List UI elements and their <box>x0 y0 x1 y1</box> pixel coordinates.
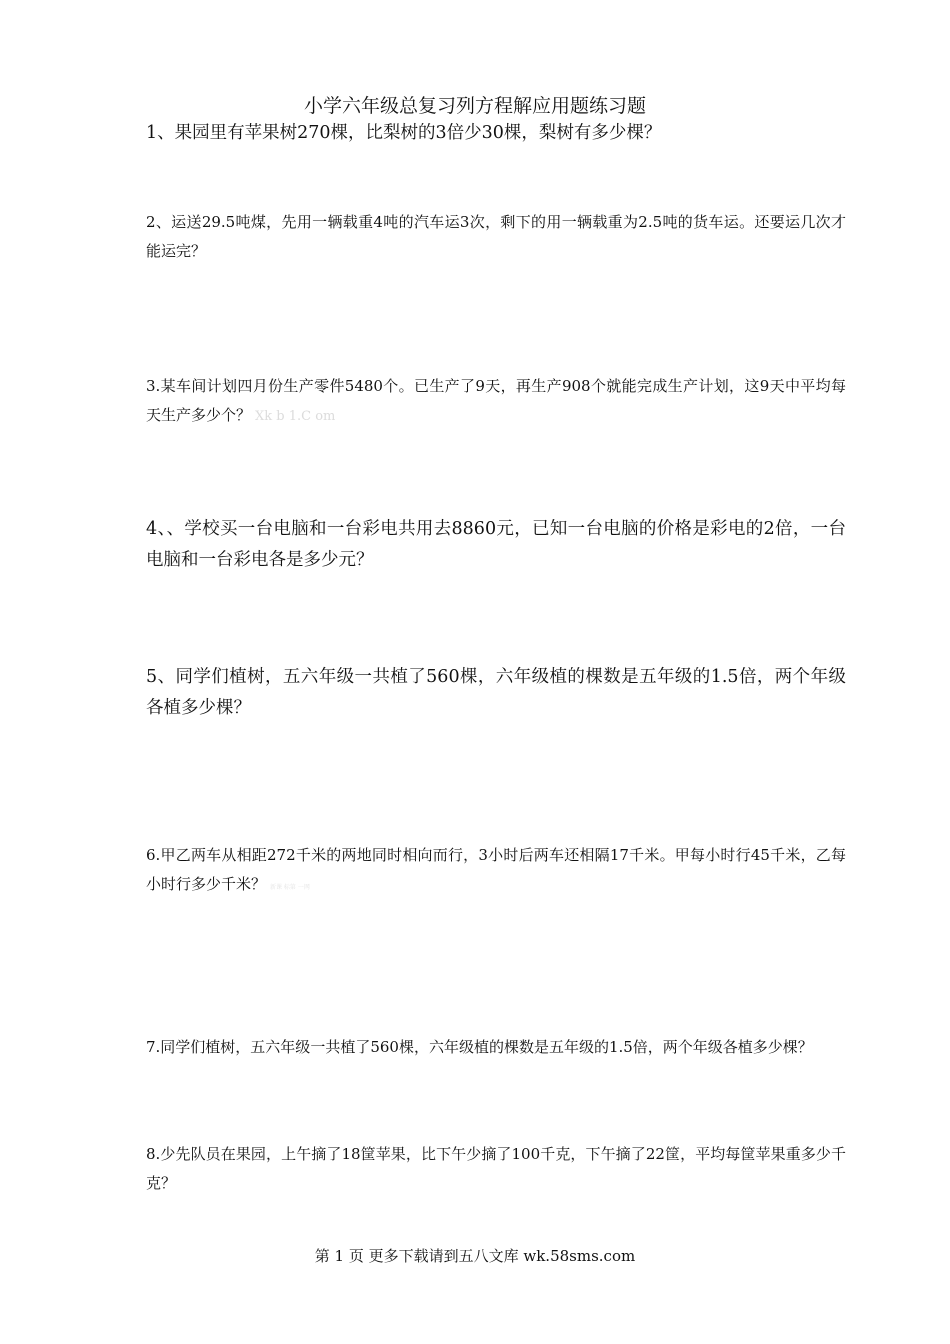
watermark-text-small: 新课 标第 一网 <box>270 884 310 891</box>
question-4 <box>146 514 846 576</box>
question-4-text: 4、、学校买一台电脑和一台彩电共用去8860元，已知一台电脑的价格是彩电的2倍，一台电脑和一台彩电各是多少元？ <box>146 519 846 570</box>
question-5-text: 5、同学们植树，五六年级一共植了560棵，六年级植的棵数是五年级的1.5倍，两个年级各植多少棵？ <box>146 667 846 718</box>
question-7-text: 7.同学们植树，五六年级一共植了560棵，六年级植的棵数是五年级的1.5倍，两个年级各植多少棵？ <box>146 1038 813 1056</box>
question-1 <box>146 118 846 149</box>
question-5 <box>146 662 846 724</box>
page-footer: 第 1 页 更多下载请到五八文库 wk.58sms.com <box>314 1247 636 1265</box>
question-6-text: 6.甲乙两车从相距272千米的两地同时相向而行，3小时后两车还相隔17千米。甲每小时行45千米，乙每小时行多少千米？ <box>146 846 846 893</box>
question-2-text: 2、运送29.5吨煤，先用一辆载重4吨的汽车运3次，剩下的用一辆载重为2.5吨的货车运。还要运几次才能运完？ <box>146 213 846 260</box>
question-1-text: 1、果园里有苹果树270棵，比梨树的3倍少30棵，梨树有多少棵？ <box>146 123 662 143</box>
question-8 <box>146 1140 846 1198</box>
question-3 <box>146 372 846 431</box>
document-title: 小学六年级总复习列方程解应用题练习题 <box>303 95 646 117</box>
question-8-text: 8.少先队员在果园，上午摘了18筐苹果，比下午少摘了100千克，下午摘了22筐，平均每筐苹果重多少千克？ <box>146 1145 846 1192</box>
question-7 <box>146 1033 846 1062</box>
watermark-text: Xk b 1.C om <box>255 409 336 424</box>
question-6 <box>146 841 846 902</box>
question-3-text: 3.某车间计划四月份生产零件5480个。已生产了9天，再生产908个就能完成生产计划，这9天中平均每天生产多少个？ <box>146 377 846 424</box>
question-2 <box>146 208 846 266</box>
